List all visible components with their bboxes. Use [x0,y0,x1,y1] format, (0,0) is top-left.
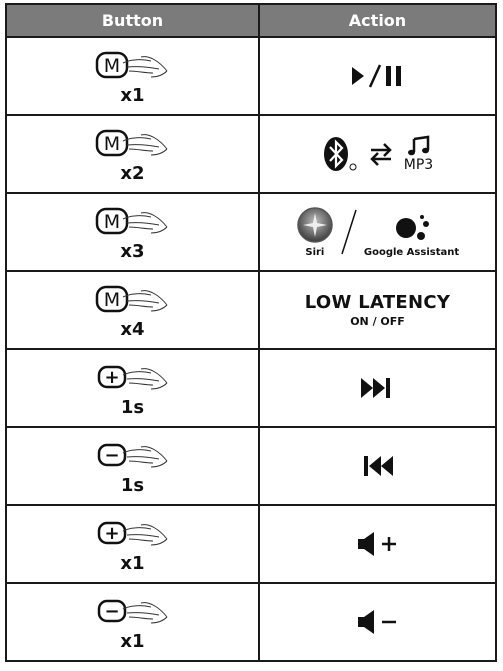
table-row [7,350,495,428]
button-cell [7,272,260,348]
press-count: x3 [120,240,145,262]
table-row [7,38,495,116]
controls-table [5,3,497,662]
table-header [7,5,495,38]
swap-arrows-icon [368,141,394,167]
table-row [7,584,495,660]
press-count: x1 [120,84,145,106]
table-row [7,194,495,272]
volume-down-icon [354,608,402,636]
divider-slash [338,206,360,258]
action-cell [260,350,495,426]
press-count: x2 [120,162,145,184]
mp3-label: MP3 [403,157,434,173]
key-letter: + [103,522,120,544]
hand-press-icon [93,359,173,399]
google-assistant-icon [392,214,432,244]
press-count: x1 [120,630,145,652]
button-cell [7,38,260,114]
previous-track-icon [358,453,398,479]
header-action: Action [348,11,407,30]
table-row [7,428,495,506]
action-cell [260,38,495,114]
key-letter: − [103,444,120,466]
volume-up-icon [354,530,402,558]
button-cell [7,116,260,192]
hand-press-icon [93,515,173,555]
action-cell [260,428,495,504]
button-cell [7,194,260,270]
action-cell [260,272,495,348]
hand-press-icon [93,281,173,321]
button-cell [7,506,260,582]
low-latency-title: LOW LATENCY [304,292,451,313]
table-row [7,506,495,584]
hand-press-icon [93,47,173,87]
key-letter: M [103,132,120,155]
key-letter: + [103,366,120,388]
key-letter: − [103,600,120,622]
action-cell [260,584,495,660]
header-button: Button [7,5,260,36]
siri-label: Siri [305,247,325,258]
button-cell [7,350,260,426]
button-cell [7,428,260,504]
hand-press-icon [93,437,173,477]
hand-press-icon [93,125,173,165]
press-count: x1 [120,552,145,574]
key-letter: M [103,54,120,77]
low-latency-label [305,292,450,328]
press-count: x4 [120,318,145,340]
siri-icon [296,206,334,244]
key-letter: M [103,210,120,233]
bluetooth-icon [322,134,358,174]
action-cell [260,506,495,582]
low-latency-toggle-text: ON / OFF [350,315,405,328]
next-track-icon [358,375,398,401]
press-count: 1s [120,396,145,418]
music-note-icon [407,135,431,157]
table-row [7,272,495,350]
table-row [7,116,495,194]
action-cell [260,194,495,270]
button-cell [7,584,260,660]
hand-press-icon [93,203,173,243]
press-count: 1s [120,474,145,496]
key-letter: M [103,288,120,311]
action-cell [260,116,495,192]
google-assistant-label: Google Assistant [363,247,460,258]
hand-press-icon [93,593,173,633]
play-pause-icon [346,62,410,90]
